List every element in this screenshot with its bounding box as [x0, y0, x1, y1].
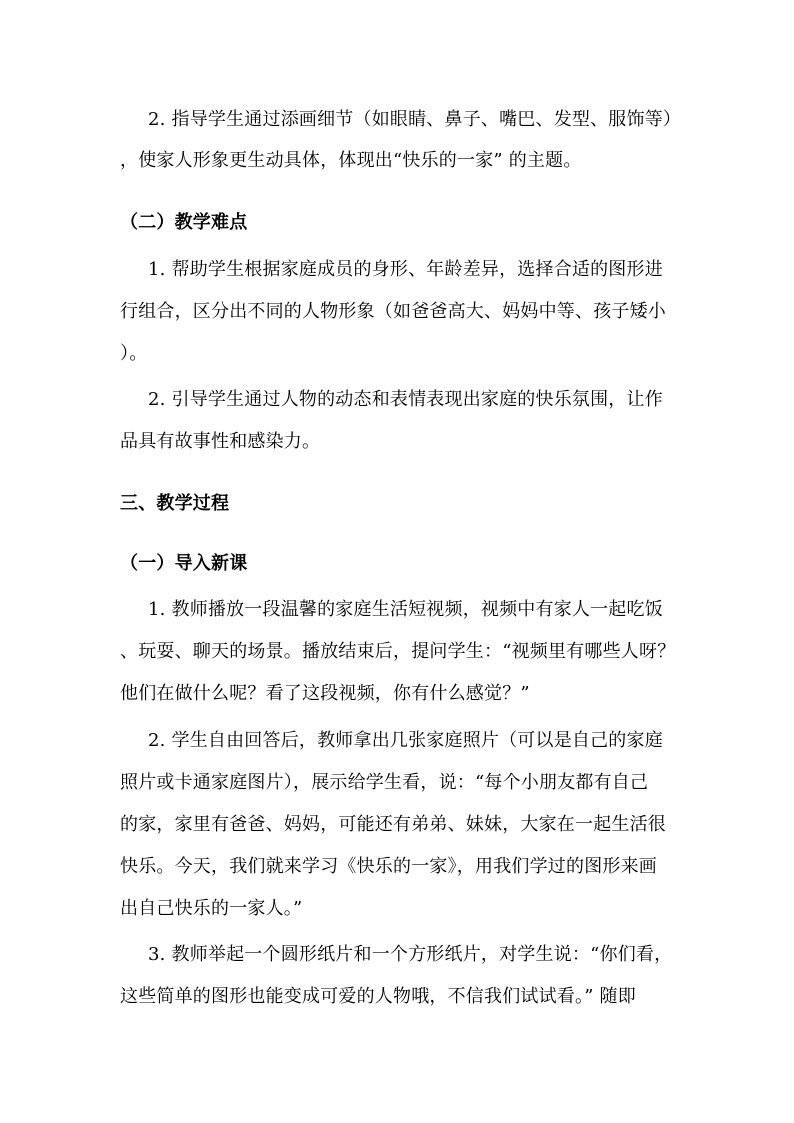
- paragraph-5-line-1: 2. 学生自由回答后，教师拿出几张家庭照片（可以是自己的家庭: [148, 730, 663, 751]
- paragraph-2-line-2: 行组合，区分出不同的人物形象（如爸爸高大、妈妈中等、孩子矮小: [120, 301, 666, 322]
- subsection-heading-introduction: （一）导入新课: [120, 553, 248, 574]
- paragraph-4-line-3: 他们在做什么呢？看了这段视频，你有什么感觉？”: [120, 683, 530, 704]
- paragraph-6-line-2: 这些简单的图形也能变成可爱的人物哦，不信我们试试看。” 随即: [120, 986, 636, 1007]
- section-heading-teaching-process: 三、教学过程: [120, 493, 230, 514]
- paragraph-3-line-1: 2. 引导学生通过人物的动态和表情表现出家庭的快乐氛围，让作: [148, 389, 663, 410]
- paragraph-5-line-4: 快乐。今天，我们就来学习《快乐的一家》，用我们学过的图形来画: [120, 856, 657, 877]
- paragraph-3-line-2: 品具有故事性和感染力。: [120, 431, 321, 452]
- paragraph-6-line-1: 3. 教师举起一个圆形纸片和一个方形纸片，对学生说：“你们看，: [148, 944, 673, 965]
- paragraph-5-line-2: 照片或卡通家庭图片），展示给学生看，说：“每个小朋友都有自己: [120, 772, 649, 793]
- paragraph-4-line-2: 、玩耍、聊天的场景。播放结束后，提问学生：“视频里有哪些人呀？: [120, 641, 676, 662]
- paragraph-1-line-2: ，使家人形象更生动具体，体现出“快乐的一家” 的主题。: [120, 150, 582, 171]
- section-heading-teaching-difficulties: （二）教学难点: [120, 212, 248, 233]
- paragraph-5-line-3: 的家，家里有爸爸、妈妈，可能还有弟弟、妹妹，大家在一起生活很: [120, 814, 666, 835]
- paragraph-2-line-1: 1. 帮助学生根据家庭成员的身形、年龄差异，选择合适的图形进: [148, 259, 663, 280]
- paragraph-5-line-5: 出自己快乐的一家人。”: [120, 898, 303, 919]
- paragraph-1-line-1: 2. 指导学生通过添画细节（如眼睛、鼻子、嘴巴、发型、服饰等）: [148, 109, 682, 130]
- paragraph-2-line-3: ）。: [120, 343, 148, 364]
- paragraph-4-line-1: 1. 教师播放一段温馨的家庭生活短视频，视频中有家人一起吃饭: [148, 599, 663, 620]
